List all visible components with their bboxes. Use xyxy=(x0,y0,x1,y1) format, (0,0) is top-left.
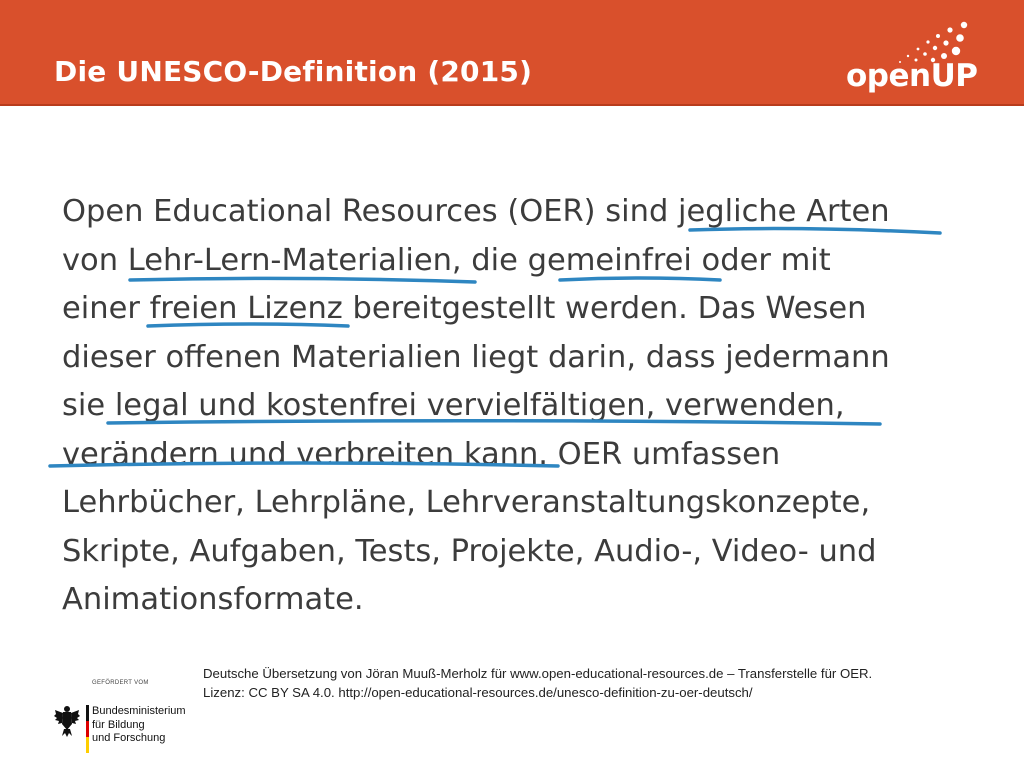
definition-text xyxy=(62,188,962,625)
bmbf-funder-logo xyxy=(54,674,204,760)
logo-wordmark: openUP xyxy=(846,58,978,94)
federal-eagle-icon xyxy=(54,704,80,738)
ministry-line: und Forschung xyxy=(92,732,166,744)
definition-line: einer freien Lizenz bereitgestellt werden. Das Wesen xyxy=(62,291,867,326)
openup-logo xyxy=(838,16,978,102)
definition-line: Skripte, Aufgaben, Tests, Projekte, Audio-, Video- und xyxy=(62,533,877,569)
definition-line: Lehrbücher, Lehrpläne, Lehrveranstaltungskonzepte, xyxy=(62,485,871,520)
definition-line: sie legal und kostenfrei vervielfältigen, verwenden, xyxy=(62,388,845,423)
definition-line: Animationsformate. xyxy=(62,582,364,617)
ministry-name xyxy=(92,705,186,746)
translation-credits xyxy=(203,664,872,702)
slide-title: Die UNESCO-Definition (2015) xyxy=(54,55,533,88)
definition-line: verändern und verbreiten kann. OER umfassen xyxy=(62,436,781,472)
ministry-line: für Bildung xyxy=(92,718,145,731)
definition-line: Open Educational Resources (OER) sind jegliche Arten xyxy=(62,194,890,229)
credits-license-line: Lizenz: CC BY SA 4.0. http://open-educational-resources.de/unesco-definition-zu-oer-deutsch/ xyxy=(203,685,753,700)
definition-line: dieser offenen Materialien liegt darin, dass jedermann xyxy=(62,339,890,375)
title-bar xyxy=(0,0,1024,106)
funder-label: GEFÖRDERT VOM xyxy=(92,680,149,686)
german-flag-stripe xyxy=(86,705,89,753)
definition-line: von Lehr-Lern-Materialien, die gemeinfrei oder mit xyxy=(62,242,831,278)
ministry-line: Bundesministerium xyxy=(92,705,186,717)
credits-translation-line: Deutsche Übersetzung von Jöran Muuß-Merholz für www.open-educational-resources.de – Transferstelle für OER. xyxy=(203,666,873,681)
